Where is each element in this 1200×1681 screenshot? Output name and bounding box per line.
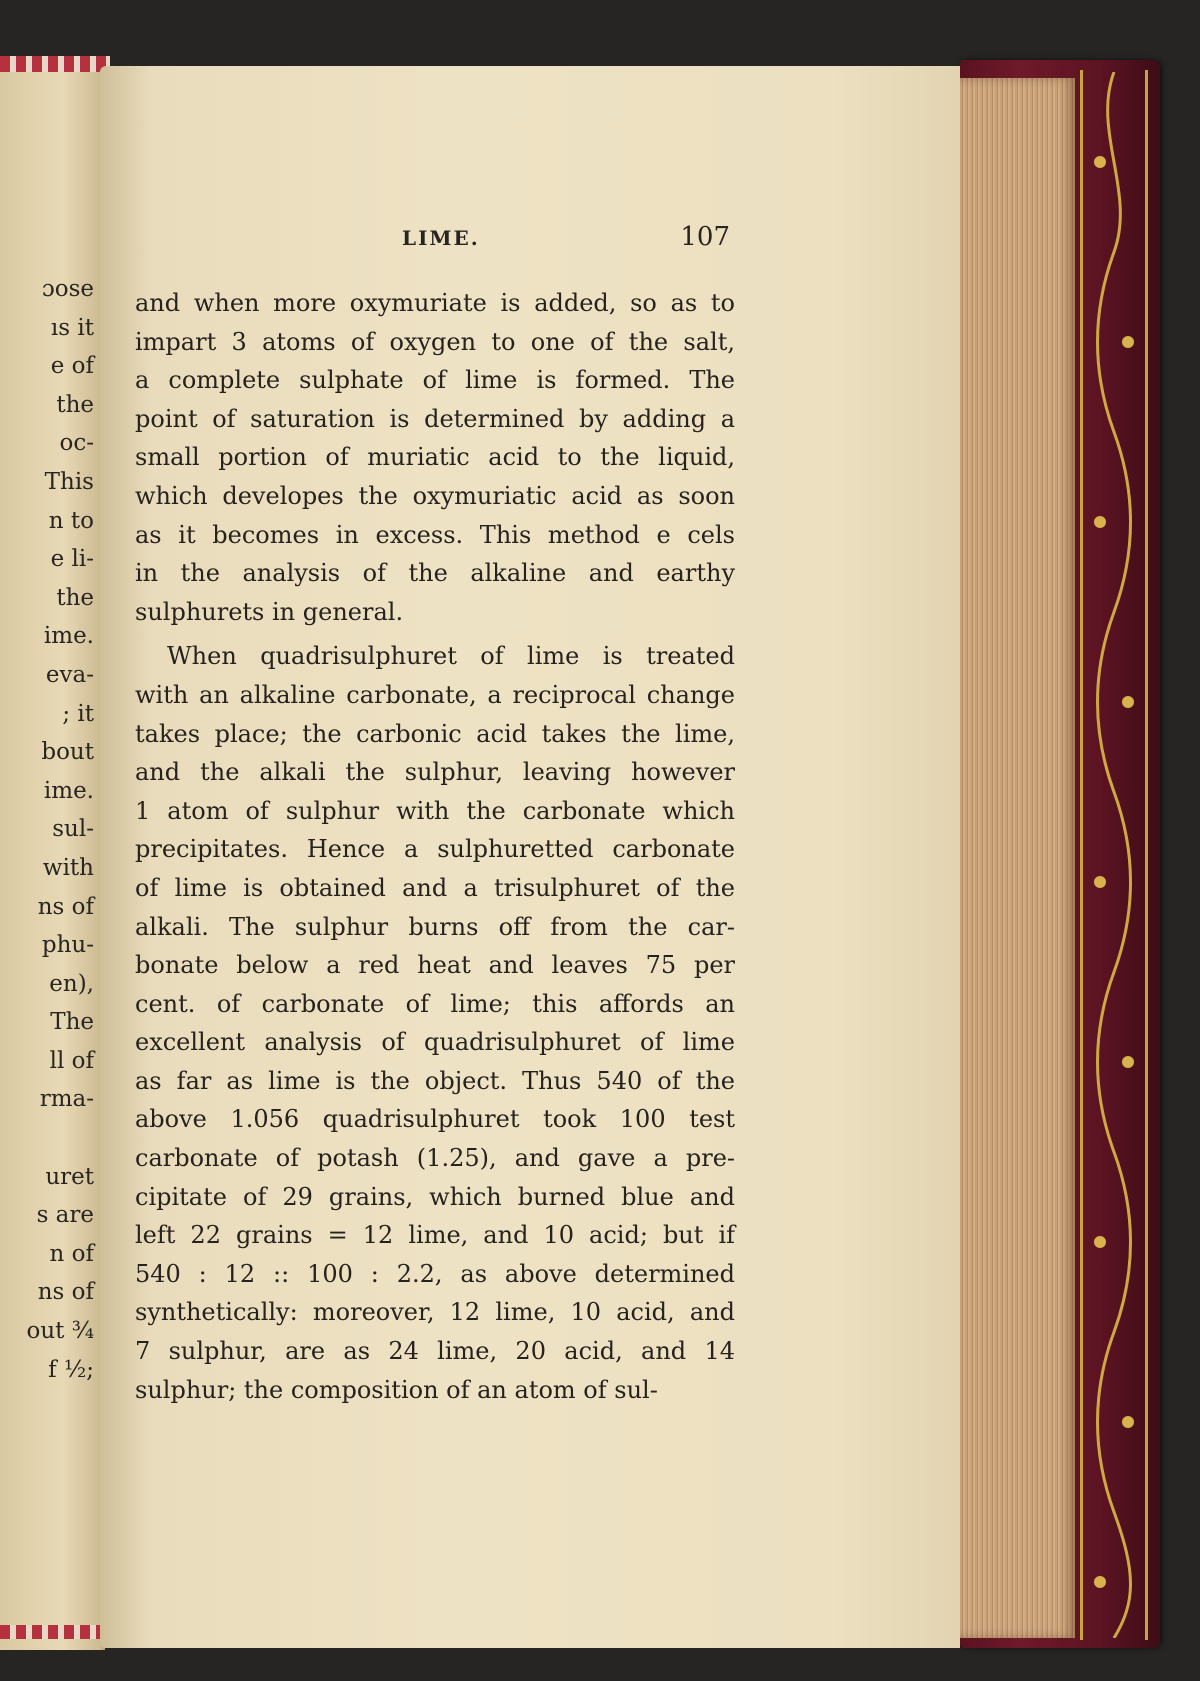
gilt-vine-ornament xyxy=(1082,72,1146,1638)
text-line: and the alkali the sulphur, leaving however xyxy=(135,758,735,787)
text-line: bonate below a red heat and leaves 75 per xyxy=(135,951,735,980)
left-headband xyxy=(0,56,110,72)
text-line: small portion of muriatic acid to the liquid, xyxy=(135,443,735,472)
running-head xyxy=(150,222,730,260)
left-page-fragment: en), xyxy=(49,970,94,997)
left-page-fragment: eva- xyxy=(45,661,94,688)
left-page-fragment: ime. xyxy=(43,623,94,650)
text-line: a complete sulphate of lime is formed. The xyxy=(135,366,735,395)
text-line: above 1.056 quadrisulphuret took 100 test xyxy=(135,1105,735,1134)
left-page-fragment: n to xyxy=(48,507,94,534)
text-line: 540 : 12 :: 100 : 2.2, as above determined xyxy=(135,1259,735,1288)
left-page-fragment: rma- xyxy=(39,1086,94,1113)
left-page-fragment: e of xyxy=(50,353,94,380)
text-line: excellent analysis of quadrisulphuret of lime xyxy=(135,1028,735,1057)
text-line: left 22 grains = 12 lime, and 10 acid; but if xyxy=(135,1221,735,1250)
left-page-fragment: n of xyxy=(49,1240,94,1267)
left-page-fragment: ns of xyxy=(37,893,94,920)
page-block-edges xyxy=(955,78,1075,1638)
left-page-fragment: oc- xyxy=(59,430,94,457)
text-line: as it becomes in excess. This method e cels xyxy=(135,520,735,549)
text-line: 1 atom of sulphur with the carbonate which xyxy=(135,796,735,825)
left-page-fragment: sul- xyxy=(52,816,94,843)
left-page-fragment: f ½; xyxy=(48,1356,94,1383)
left-page-fragment: ; it xyxy=(62,700,94,727)
text-line: as far as lime is the object. Thus 540 of the xyxy=(135,1066,735,1095)
text-line: synthetically: moreover, 12 lime, 10 acid, and xyxy=(135,1298,735,1327)
text-line: which developes the oxymuriatic acid as soon xyxy=(135,481,735,510)
left-page-fragment: ıs it xyxy=(50,314,94,341)
text-line: carbonate of potash (1.25), and gave a pre- xyxy=(135,1144,735,1173)
left-page-fragment: s are xyxy=(36,1202,94,1229)
left-page-fragment: with xyxy=(42,854,94,881)
left-page-fragment: the xyxy=(56,391,94,418)
left-tailband xyxy=(0,1625,110,1639)
left-page-fragment: e li- xyxy=(50,546,94,573)
page-number: 107 xyxy=(680,222,730,252)
text-line: of lime is obtained and a trisulphuret of the xyxy=(135,873,735,902)
text-line: cipitate of 29 grains, which burned blue and xyxy=(135,1182,735,1211)
text-line: takes place; the carbonic acid takes the lime, xyxy=(135,719,735,748)
left-page-fragment: the xyxy=(56,584,94,611)
left-page-fragment: This xyxy=(44,468,94,495)
text-line: precipitates. Hence a sulphuretted carbonate xyxy=(135,835,735,864)
text-line: and when more oxymuriate is added, so as to xyxy=(135,289,735,317)
text-line: sulphurets in general. xyxy=(135,597,404,626)
left-page-fragment: ime. xyxy=(43,777,94,804)
left-page-fragment: ns of xyxy=(37,1279,94,1306)
text-line: When quadrisulphuret of lime is treated xyxy=(167,642,735,671)
text-line: point of saturation is determined by adding a xyxy=(135,404,735,433)
left-page-fragment xyxy=(0,1119,98,1158)
text-line: impart 3 atoms of oxygen to one of the salt, xyxy=(135,327,735,356)
body-text xyxy=(135,284,735,1409)
left-page-fragment: out ¾ xyxy=(26,1318,94,1345)
paragraph xyxy=(135,284,735,631)
text-line: 7 sulphur, are as 24 lime, 20 acid, and 14 xyxy=(135,1337,735,1366)
text-line: with an alkaline carbonate, a reciprocal change xyxy=(135,680,735,709)
left-page-fragment: phu- xyxy=(41,932,94,959)
left-page-fragment: bout xyxy=(41,739,94,766)
page-title: LIME. xyxy=(402,226,480,250)
left-page-fragment: uret xyxy=(45,1163,94,1190)
left-page-fragment: The xyxy=(50,1009,94,1036)
paragraph xyxy=(135,637,735,1409)
left-page-text-fragments xyxy=(0,270,98,1389)
text-line: in the analysis of the alkaline and earthy xyxy=(135,559,735,588)
text-line: sulphur; the composition of an atom of sul- xyxy=(135,1375,658,1404)
text-line: cent. of carbonate of lime; this affords an xyxy=(135,989,735,1018)
left-page-fragment: ɔose xyxy=(41,276,94,302)
left-page-fragment: ll of xyxy=(49,1047,94,1074)
text-line: alkali. The sulphur burns off from the car- xyxy=(135,912,735,941)
